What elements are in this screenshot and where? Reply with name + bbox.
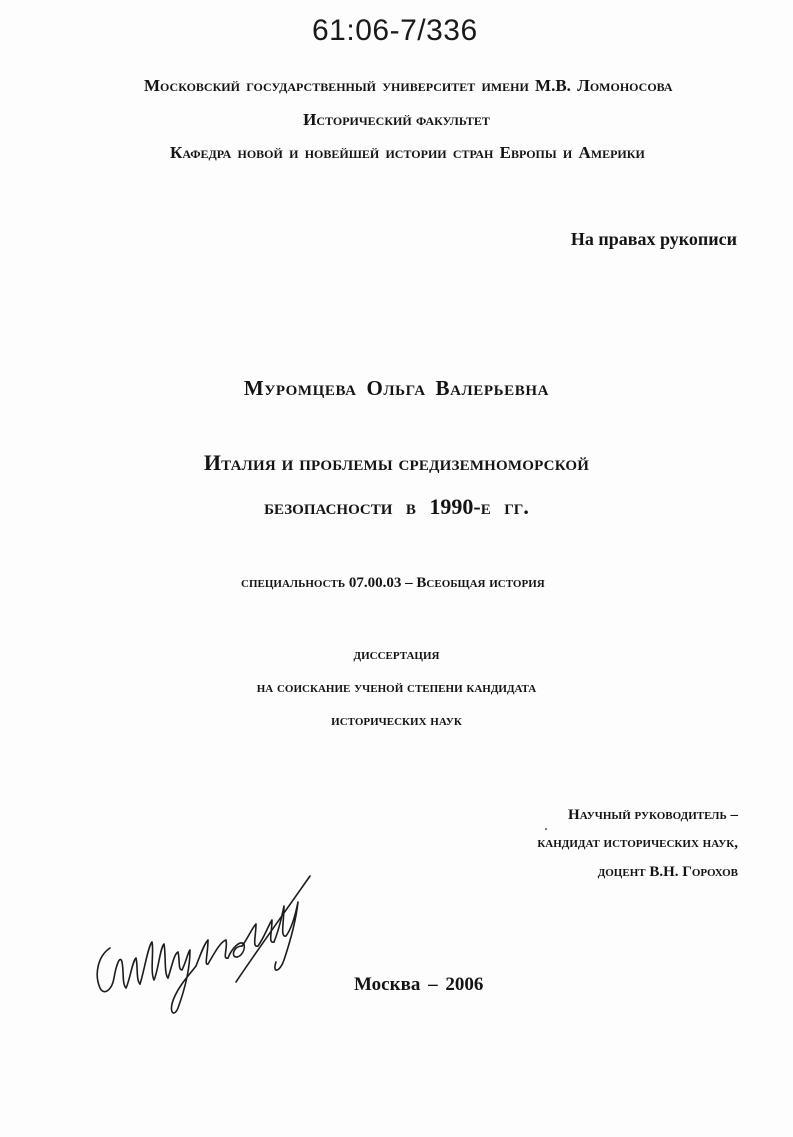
place-and-year: Москва – 2006 xyxy=(354,974,484,995)
dissertation-type-line-2: на соискание ученой степени кандидата xyxy=(256,680,537,696)
faculty-name: Исторический факультет xyxy=(303,110,490,129)
supervisor-degree: кандидат исторических наук, xyxy=(537,835,738,851)
dissertation-type-line-1: диссертация xyxy=(353,647,440,663)
dissertation-type-line-3: исторических наук xyxy=(331,713,462,729)
archive-stamp: 61:06-7/336 xyxy=(312,14,478,47)
university-name: Московский государственный университет имени М.В. Ломоносова xyxy=(144,76,673,95)
handwritten-signature xyxy=(86,862,316,1022)
ink-speck xyxy=(545,828,547,830)
supervisor-name: доцент В.Н. Горохов xyxy=(597,864,738,880)
department-name: Кафедра новой и новейшей истории стран Европы и Америки xyxy=(170,143,645,162)
specialty: специальность 07.00.03 – Всеобщая история xyxy=(241,575,545,591)
dissertation-title-line-2: безопасности в 1990-е гг. xyxy=(264,494,529,519)
supervisor-role: Научный руководитель – xyxy=(568,807,738,823)
dissertation-title-line-1: Италия и проблемы средиземноморской xyxy=(203,450,590,475)
author-name: Муромцева Ольга Валерьевна xyxy=(243,376,550,400)
manuscript-rights-note: На правах рукописи xyxy=(570,229,737,249)
